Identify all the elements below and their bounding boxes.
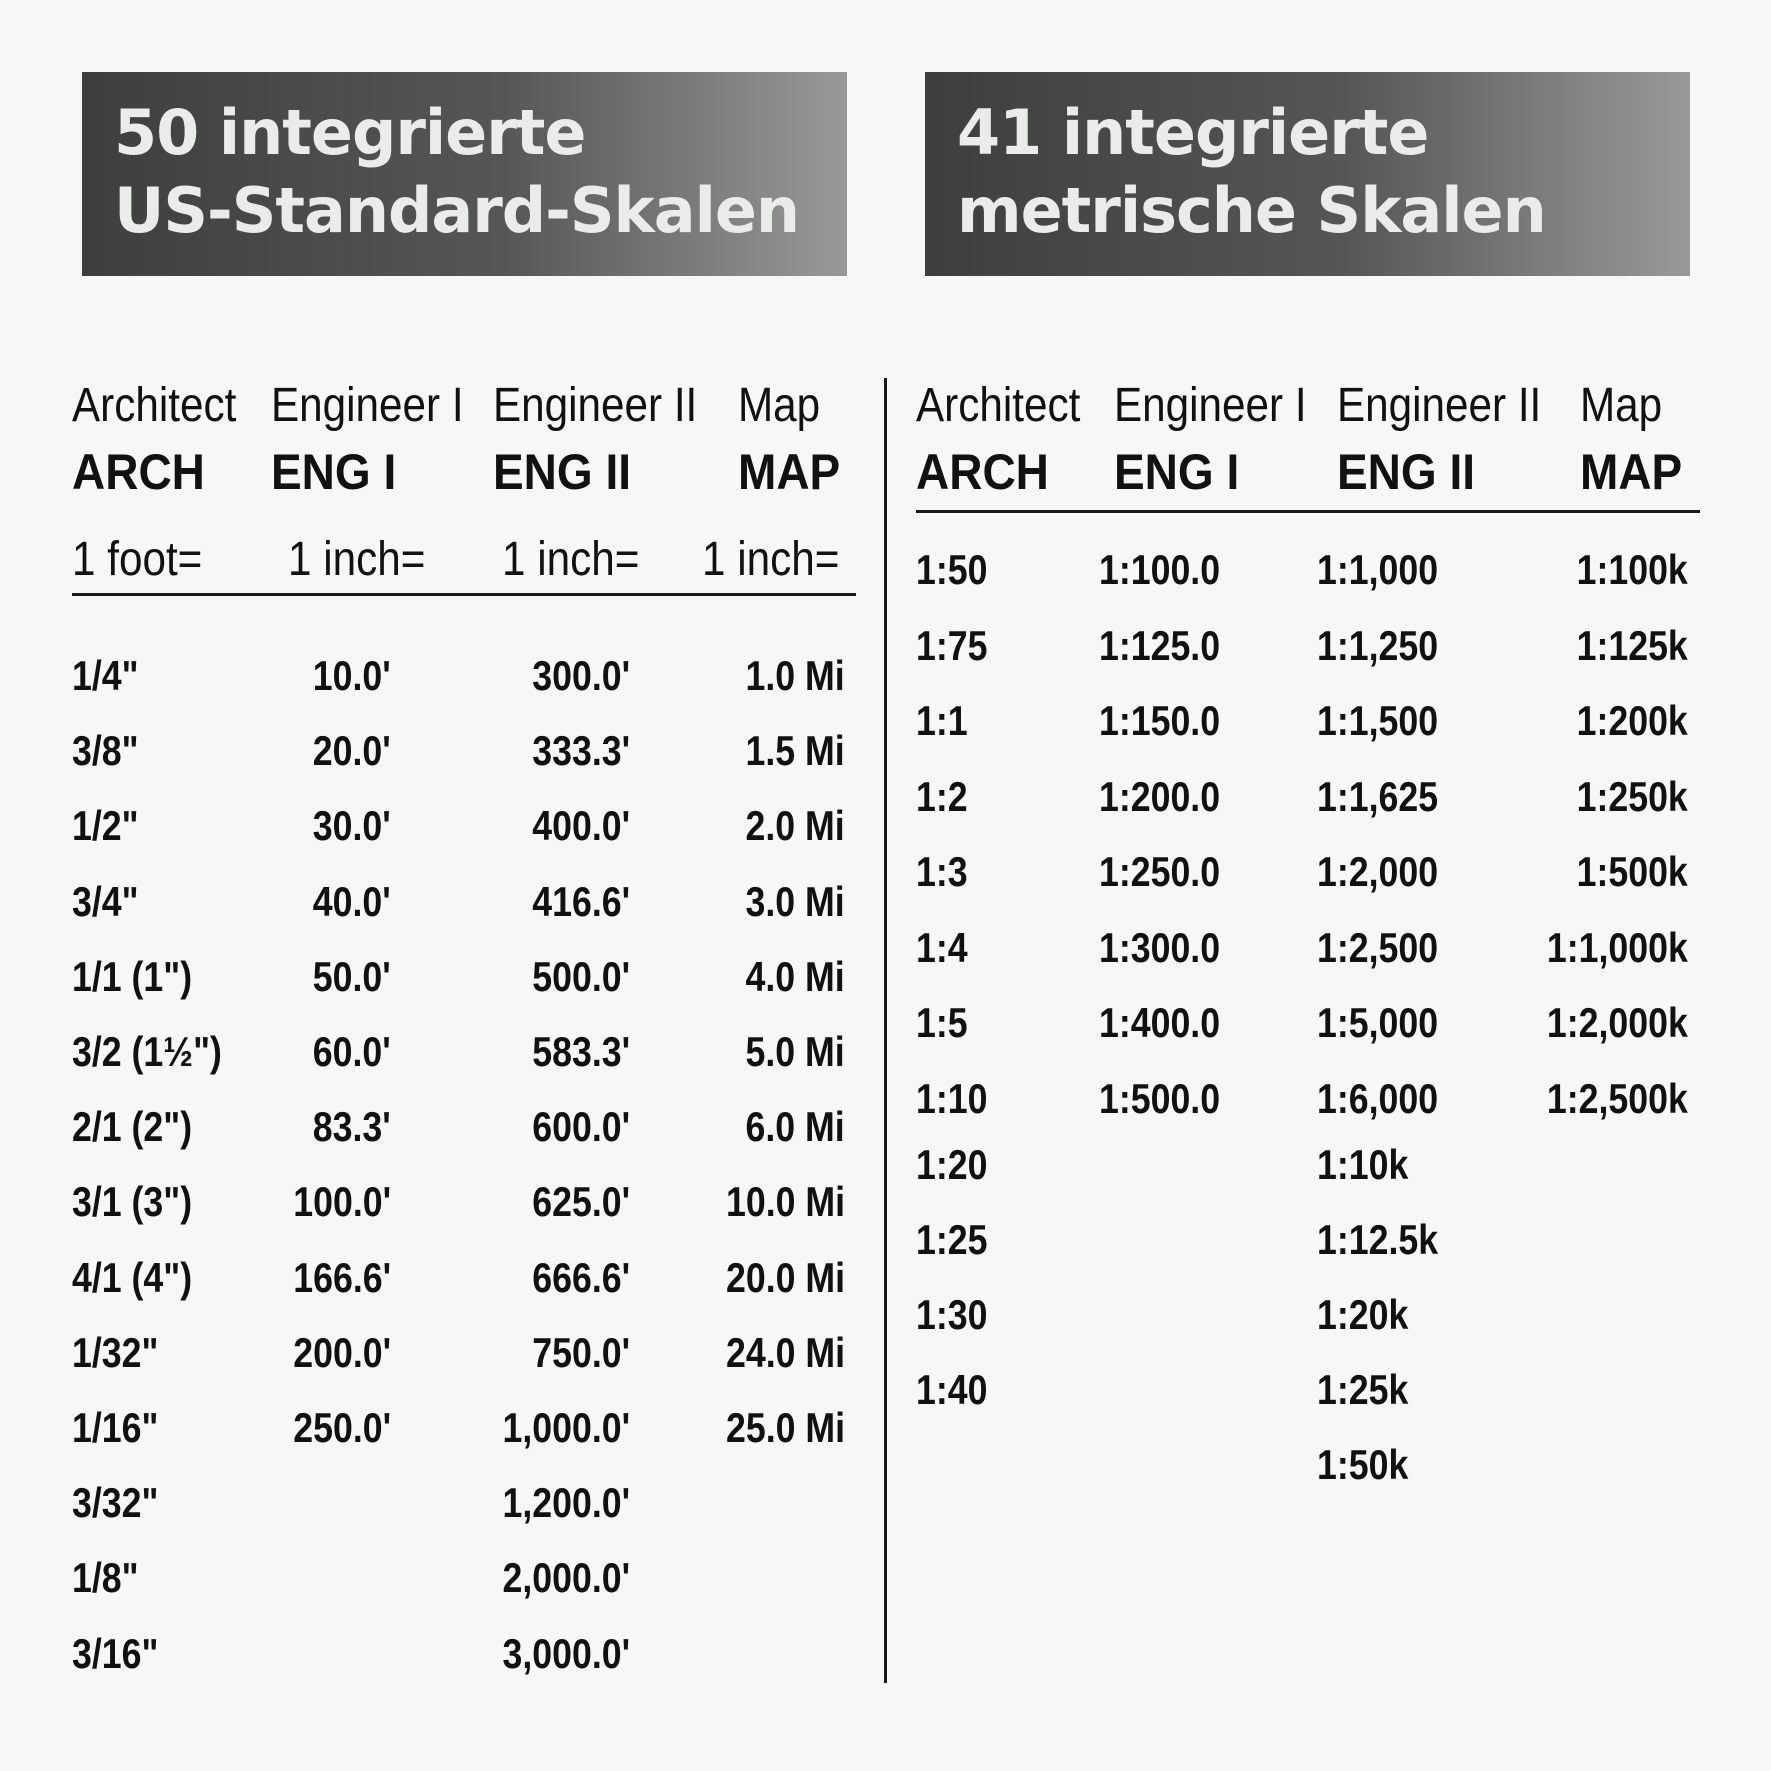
us-table-cell: 10.0 Mi xyxy=(725,1178,845,1226)
us-table-cell: 25.0 Mi xyxy=(725,1404,845,1451)
us-table-cell: 83.3' xyxy=(313,1103,391,1151)
us-table-cell: 1/32" xyxy=(72,1328,159,1376)
metric-table-cell: 1:125.0 xyxy=(1099,621,1221,669)
us-table-cell: 4.0 Mi xyxy=(745,952,845,1000)
us-table-cell: 3/16" xyxy=(72,1629,159,1677)
metric-scales-banner xyxy=(925,72,1690,276)
us-table-cell: 3.0 Mi xyxy=(745,877,845,925)
metric-table-cell: 1:6,000 xyxy=(1317,1074,1439,1122)
us-table-cell: 600.0' xyxy=(532,1103,630,1151)
us-table-cell: 1.5 Mi xyxy=(745,727,845,775)
metric-table-cell: 1:150.0 xyxy=(1099,697,1221,744)
metric-col-header-name: Engineer I xyxy=(1114,379,1307,432)
metric-table-cell: 1:20k xyxy=(1317,1291,1409,1338)
us-table-cell: 1.0 Mi xyxy=(745,652,845,699)
us-table-cell: 20.0 Mi xyxy=(725,1253,845,1301)
us-table-cell: 10.0' xyxy=(313,652,391,699)
us-table-cell: 2/1 (2") xyxy=(72,1103,193,1151)
us-scales-banner xyxy=(82,72,847,276)
us-table-cell: 300.0' xyxy=(532,652,630,699)
metric-table-cell: 1:2 xyxy=(916,772,968,820)
us-table-cell: 40.0' xyxy=(313,877,391,925)
us-banner-line-1: 50 integrierte xyxy=(114,96,586,169)
metric-banner-line-1: 41 integrierte xyxy=(957,96,1429,169)
us-table-cell: 1/2" xyxy=(72,802,139,850)
us-table-cell: 583.3' xyxy=(532,1028,630,1075)
us-table-cell: 625.0' xyxy=(532,1178,630,1226)
us-table-cell: 30.0' xyxy=(313,802,391,850)
metric-table-cell: 1:125k xyxy=(1576,621,1688,669)
metric-table-cell: 1:1,000k xyxy=(1547,923,1688,971)
us-table-cell: 1/8" xyxy=(72,1554,139,1602)
metric-table-cell: 1:2,000k xyxy=(1547,999,1688,1046)
us-table-cell: 3/1 (3") xyxy=(72,1178,193,1226)
us-table-cell: 750.0' xyxy=(532,1328,630,1376)
us-col-header-unit: 1 inch= xyxy=(702,533,840,586)
us-col-header-abbr: ENG II xyxy=(493,444,632,500)
us-table-cell: 24.0 Mi xyxy=(725,1328,845,1376)
us-col-header-abbr: ARCH xyxy=(72,444,205,500)
us-table-cell: 3/4" xyxy=(72,877,139,925)
us-col-header-name: Engineer II xyxy=(493,379,698,432)
metric-col-header-abbr: ARCH xyxy=(916,444,1049,500)
us-col-header-name: Engineer I xyxy=(271,379,464,432)
metric-table-cell: 1:50 xyxy=(916,546,988,593)
metric-table-cell: 1:500k xyxy=(1576,848,1688,895)
us-table-cell: 100.0' xyxy=(293,1178,391,1226)
us-table-cell: 3/8" xyxy=(72,727,139,775)
us-banner-line-2: US-Standard-Skalen xyxy=(114,174,800,247)
metric-table-cell: 1:1 xyxy=(916,697,968,744)
us-table-cell: 666.6' xyxy=(532,1253,630,1301)
metric-table-cell: 1:3 xyxy=(916,848,968,895)
metric-table-cell: 1:12.5k xyxy=(1317,1216,1439,1263)
us-table-cell: 400.0' xyxy=(532,802,630,850)
us-col-header-abbr: MAP xyxy=(738,444,841,500)
us-col-header-unit: 1 inch= xyxy=(288,533,426,586)
metric-table-cell: 1:2,000 xyxy=(1317,848,1439,895)
metric-col-header-abbr: ENG I xyxy=(1114,444,1240,500)
metric-table-cell: 1:200k xyxy=(1576,697,1688,744)
metric-table-cell: 1:50k xyxy=(1317,1441,1409,1488)
us-table-cell: 2.0 Mi xyxy=(745,802,845,850)
metric-table-cell: 1:500.0 xyxy=(1099,1074,1221,1122)
us-table-cell: 5.0 Mi xyxy=(745,1028,845,1075)
us-col-header-name: Map xyxy=(738,379,821,432)
metric-table-cell: 1:75 xyxy=(916,621,988,669)
metric-table-cell: 1:1,500 xyxy=(1317,697,1439,744)
metric-table-cell: 1:10 xyxy=(916,1074,988,1122)
us-col-header-unit: 1 inch= xyxy=(502,533,640,586)
us-table-cell: 1,000.0' xyxy=(502,1404,630,1451)
us-table-cell: 20.0' xyxy=(313,727,391,775)
metric-col-header-name: Map xyxy=(1580,379,1663,432)
metric-table-cell: 1:30 xyxy=(916,1291,988,1338)
us-table-cell: 6.0 Mi xyxy=(745,1103,845,1151)
us-table-cell: 3,000.0' xyxy=(502,1629,630,1677)
metric-col-header-name: Architect xyxy=(916,379,1081,432)
metric-table-cell: 1:4 xyxy=(916,923,968,971)
metric-table-cell: 1:1,250 xyxy=(1317,621,1439,669)
us-table-cell: 1/16" xyxy=(72,1404,159,1451)
metric-table-cell: 1:250k xyxy=(1576,772,1688,820)
us-table-cell: 60.0' xyxy=(313,1028,391,1075)
us-table-cell: 1/4" xyxy=(72,652,139,699)
metric-col-header-abbr: MAP xyxy=(1580,444,1683,500)
us-table-cell: 416.6' xyxy=(532,877,630,925)
metric-header-rule xyxy=(916,510,1700,513)
us-col-header-unit: 1 foot= xyxy=(72,533,203,586)
metric-table-cell: 1:250.0 xyxy=(1099,848,1221,895)
metric-table-cell: 1:400.0 xyxy=(1099,999,1221,1046)
metric-col-header-name: Engineer II xyxy=(1337,379,1542,432)
us-table-cell: 3/2 (1½") xyxy=(72,1028,222,1075)
metric-table-cell: 1:100.0 xyxy=(1099,546,1221,593)
us-table-cell: 3/32" xyxy=(72,1479,159,1527)
metric-table-cell: 1:1,625 xyxy=(1317,772,1439,820)
metric-table-cell: 1:2,500 xyxy=(1317,923,1439,971)
metric-table-cell: 1:200.0 xyxy=(1099,772,1221,820)
metric-banner-line-2: metrische Skalen xyxy=(957,174,1546,247)
us-table-cell: 200.0' xyxy=(293,1328,391,1376)
metric-table-cell: 1:2,500k xyxy=(1547,1074,1688,1122)
us-table-cell: 250.0' xyxy=(293,1404,391,1451)
us-table-cell: 50.0' xyxy=(313,952,391,1000)
metric-table-cell: 1:100k xyxy=(1576,546,1688,593)
metric-table-cell: 1:5,000 xyxy=(1317,999,1439,1046)
metric-col-header-abbr: ENG II xyxy=(1337,444,1476,500)
metric-table-cell: 1:1,000 xyxy=(1317,546,1439,593)
table-divider xyxy=(884,378,887,1683)
us-table-cell: 500.0' xyxy=(532,952,630,1000)
us-header-rule xyxy=(72,593,856,596)
us-table-cell: 2,000.0' xyxy=(502,1554,630,1602)
metric-table-cell: 1:25 xyxy=(916,1216,988,1263)
metric-table-cell: 1:20 xyxy=(916,1141,988,1188)
us-table-cell: 4/1 (4") xyxy=(72,1253,193,1301)
metric-table-cell: 1:25k xyxy=(1317,1366,1409,1413)
us-table-cell: 1/1 (1") xyxy=(72,952,193,1000)
us-col-header-name: Architect xyxy=(72,379,237,432)
us-table-cell: 1,200.0' xyxy=(502,1479,630,1527)
metric-table-cell: 1:40 xyxy=(916,1366,988,1413)
metric-table-cell: 1:300.0 xyxy=(1099,923,1221,971)
us-table-cell: 333.3' xyxy=(532,727,630,775)
us-table-cell: 166.6' xyxy=(293,1253,391,1301)
metric-table-cell: 1:10k xyxy=(1317,1141,1409,1188)
metric-table-cell: 1:5 xyxy=(916,999,968,1046)
us-col-header-abbr: ENG I xyxy=(271,444,397,500)
